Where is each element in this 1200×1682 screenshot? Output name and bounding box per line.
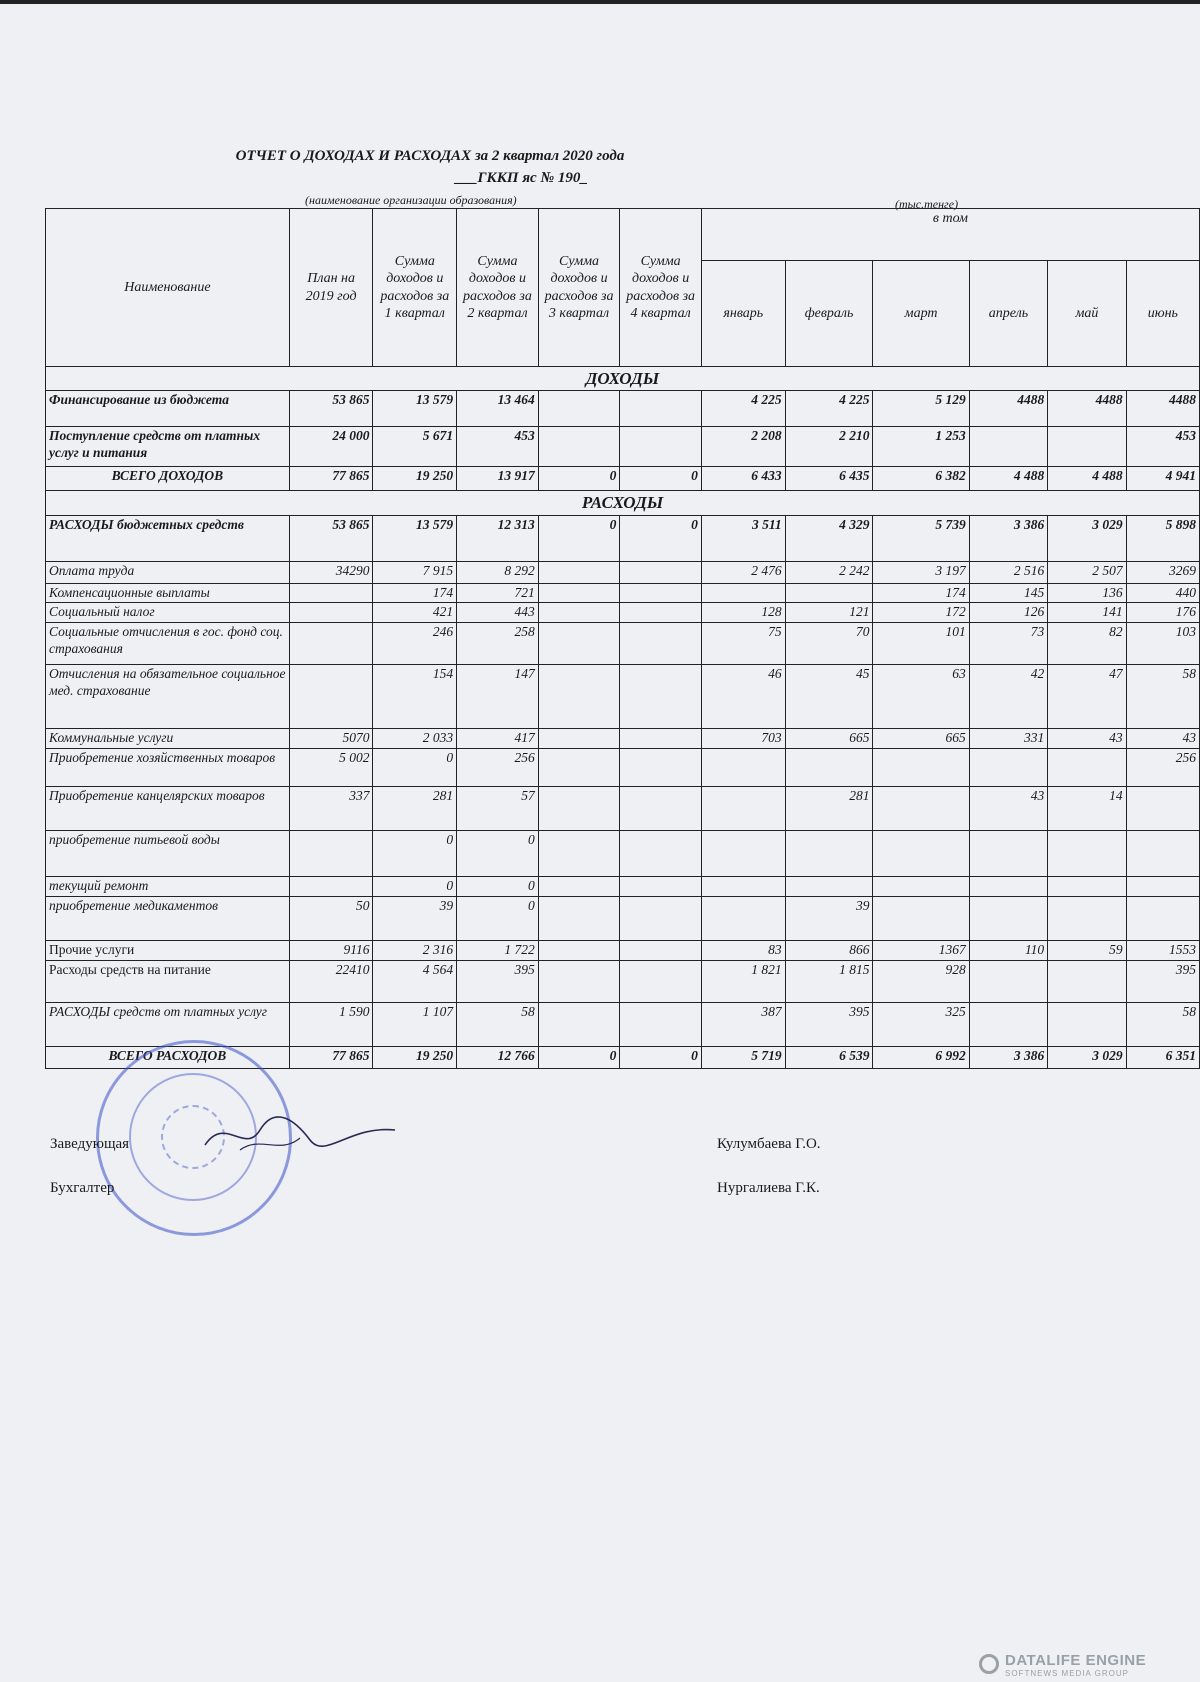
- cell-q2: 8 292: [457, 561, 539, 583]
- row-name: Поступление средств от платных услуг и питания: [46, 427, 290, 467]
- cell-q1: 0: [373, 831, 457, 877]
- cell-month: 3 029: [1048, 515, 1126, 561]
- cell-q4: [620, 729, 702, 749]
- cell-month: 45: [785, 665, 873, 729]
- cell-q3: [538, 583, 620, 603]
- cell-month: 141: [1048, 603, 1126, 623]
- cell-plan: 77 865: [289, 1047, 373, 1069]
- head-role: Заведующая: [50, 1136, 130, 1152]
- cell-month: 3 386: [969, 1047, 1047, 1069]
- cell-month: [873, 831, 969, 877]
- cell-q2: 721: [457, 583, 539, 603]
- cell-month: 395: [1126, 961, 1199, 1003]
- header-q2: Сумма доходов и расходов за 2 квартал: [457, 209, 539, 367]
- row-name: Приобретение канцелярских товаров: [46, 787, 290, 831]
- cell-month: 145: [969, 583, 1047, 603]
- cell-q3: [538, 729, 620, 749]
- cell-month: [785, 877, 873, 897]
- cell-month: 128: [701, 603, 785, 623]
- cell-q3: [538, 961, 620, 1003]
- cell-q2: 258: [457, 623, 539, 665]
- cell-q1: 2 316: [373, 941, 457, 961]
- cell-month: 6 539: [785, 1047, 873, 1069]
- row-name: ВСЕГО РАСХОДОВ: [46, 1047, 290, 1069]
- cell-q4: 0: [620, 467, 702, 491]
- organization-caption: (наименование организации образования): [305, 193, 517, 207]
- table-row: [46, 391, 1200, 427]
- header-q1: Сумма доходов и расходов за 1 квартал: [373, 209, 457, 367]
- cell-q4: [620, 941, 702, 961]
- cell-month: 3 029: [1048, 1047, 1126, 1069]
- cell-q4: [620, 427, 702, 467]
- row-name: текущий ремонт: [46, 877, 290, 897]
- cell-q3: [538, 897, 620, 941]
- cell-month: 43: [969, 787, 1047, 831]
- table-row: [46, 623, 1200, 665]
- row-name: Социальные отчисления в гос. фонд соц. страхования: [46, 623, 290, 665]
- signature: [200, 1110, 400, 1160]
- cell-month: 3 511: [701, 515, 785, 561]
- cell-month: 3269: [1126, 561, 1199, 583]
- cell-q2: 453: [457, 427, 539, 467]
- cell-month: 5 719: [701, 1047, 785, 1069]
- cell-q4: [620, 603, 702, 623]
- cell-q3: [538, 665, 620, 729]
- cell-month: 5 898: [1126, 515, 1199, 561]
- head-name: Кулумбаева Г.О.: [717, 1136, 821, 1152]
- cell-month: 6 351: [1126, 1047, 1199, 1069]
- cell-month: 2 210: [785, 427, 873, 467]
- cell-month: 5 129: [873, 391, 969, 427]
- section-title: ДОХОДЫ: [46, 367, 1200, 391]
- header-name: Наименование: [46, 209, 290, 367]
- cell-month: 70: [785, 623, 873, 665]
- cell-q1: 2 033: [373, 729, 457, 749]
- cell-month: [1126, 877, 1199, 897]
- cell-month: 4488: [1126, 391, 1199, 427]
- cell-month: [969, 961, 1047, 1003]
- cell-q2: 1 722: [457, 941, 539, 961]
- cell-q1: 281: [373, 787, 457, 831]
- title-block: [0, 148, 860, 165]
- cell-q4: [620, 961, 702, 1003]
- cell-month: 6 992: [873, 1047, 969, 1069]
- cell-month: 73: [969, 623, 1047, 665]
- cell-month: 172: [873, 603, 969, 623]
- row-name: приобретение медикаментов: [46, 897, 290, 941]
- cell-month: 58: [1126, 665, 1199, 729]
- cell-q2: 0: [457, 897, 539, 941]
- table-row: [46, 749, 1200, 787]
- cell-plan: [289, 603, 373, 623]
- cell-q3: [538, 787, 620, 831]
- cell-plan: 337: [289, 787, 373, 831]
- accountant-role: Бухгалтер: [50, 1180, 115, 1196]
- cell-month: 4488: [969, 391, 1047, 427]
- cell-q3: [538, 941, 620, 961]
- row-name: Компенсационные выплаты: [46, 583, 290, 603]
- cell-q3: [538, 391, 620, 427]
- header-plan: План на 2019 год: [289, 209, 373, 367]
- table-row: [46, 583, 1200, 603]
- cell-q4: [620, 831, 702, 877]
- cell-month: 75: [701, 623, 785, 665]
- table-row: [46, 877, 1200, 897]
- cell-q2: 13 464: [457, 391, 539, 427]
- cell-plan: 53 865: [289, 515, 373, 561]
- cell-month: 103: [1126, 623, 1199, 665]
- cell-month: 59: [1048, 941, 1126, 961]
- header-month: январь: [701, 261, 785, 367]
- cell-q4: [620, 623, 702, 665]
- table-row: [46, 665, 1200, 729]
- cell-month: [1048, 831, 1126, 877]
- cell-month: [701, 749, 785, 787]
- cell-month: 63: [873, 665, 969, 729]
- cell-month: 1 815: [785, 961, 873, 1003]
- cell-plan: [289, 831, 373, 877]
- header-month: февраль: [785, 261, 873, 367]
- cell-month: 1 821: [701, 961, 785, 1003]
- cell-q4: [620, 561, 702, 583]
- watermark: [1005, 1652, 1146, 1678]
- cell-month: [1126, 897, 1199, 941]
- cell-month: 281: [785, 787, 873, 831]
- cell-month: 42: [969, 665, 1047, 729]
- cell-month: [873, 787, 969, 831]
- cell-month: 43: [1048, 729, 1126, 749]
- cell-plan: [289, 623, 373, 665]
- table-row: [46, 787, 1200, 831]
- cell-month: [873, 897, 969, 941]
- cell-month: 58: [1126, 1003, 1199, 1047]
- cell-month: 101: [873, 623, 969, 665]
- cell-month: [701, 787, 785, 831]
- cell-plan: [289, 583, 373, 603]
- cell-plan: 50: [289, 897, 373, 941]
- row-name: Финансирование из бюджета: [46, 391, 290, 427]
- cell-q2: 395: [457, 961, 539, 1003]
- cell-month: 4 941: [1126, 467, 1199, 491]
- row-name: Коммунальные услуги: [46, 729, 290, 749]
- cell-plan: 53 865: [289, 391, 373, 427]
- cell-q2: 417: [457, 729, 539, 749]
- cell-plan: 5 002: [289, 749, 373, 787]
- cell-plan: 22410: [289, 961, 373, 1003]
- table-row: [46, 831, 1200, 877]
- cell-month: [1126, 831, 1199, 877]
- cell-month: [969, 749, 1047, 787]
- cell-month: [969, 427, 1047, 467]
- row-name: Оплата труда: [46, 561, 290, 583]
- cell-month: [969, 1003, 1047, 1047]
- cell-q4: 0: [620, 1047, 702, 1069]
- cell-month: 83: [701, 941, 785, 961]
- row-name: Приобретение хозяйственных товаров: [46, 749, 290, 787]
- cell-month: 126: [969, 603, 1047, 623]
- cell-q1: 4 564: [373, 961, 457, 1003]
- cell-month: [873, 877, 969, 897]
- cell-month: 4 329: [785, 515, 873, 561]
- cell-month: 866: [785, 941, 873, 961]
- organization-name: ___ГККП яс № 190_: [455, 170, 588, 186]
- cell-plan: 1 590: [289, 1003, 373, 1047]
- cell-month: 440: [1126, 583, 1199, 603]
- cell-month: [785, 583, 873, 603]
- cell-plan: 24 000: [289, 427, 373, 467]
- table-row: [46, 1003, 1200, 1047]
- cell-q3: [538, 427, 620, 467]
- cell-month: [1048, 749, 1126, 787]
- cell-month: 2 507: [1048, 561, 1126, 583]
- cell-q3: [538, 1003, 620, 1047]
- cell-q1: 1 107: [373, 1003, 457, 1047]
- cell-q1: 13 579: [373, 391, 457, 427]
- header-month: апрель: [969, 261, 1047, 367]
- table-row: [46, 561, 1200, 583]
- report-table: [45, 208, 1200, 1069]
- cell-q1: 421: [373, 603, 457, 623]
- row-name: РАСХОДЫ бюджетных средств: [46, 515, 290, 561]
- cell-month: 121: [785, 603, 873, 623]
- cell-q2: 443: [457, 603, 539, 623]
- cell-plan: 77 865: [289, 467, 373, 491]
- cell-q2: 13 917: [457, 467, 539, 491]
- row-name: РАСХОДЫ средств от платных услуг: [46, 1003, 290, 1047]
- cell-month: 136: [1048, 583, 1126, 603]
- header-month: май: [1048, 261, 1126, 367]
- cell-month: [701, 831, 785, 877]
- cell-month: 5 739: [873, 515, 969, 561]
- cell-month: 2 516: [969, 561, 1047, 583]
- cell-month: 176: [1126, 603, 1199, 623]
- cell-month: [1048, 961, 1126, 1003]
- row-name: приобретение питьевой воды: [46, 831, 290, 877]
- cell-month: 3 197: [873, 561, 969, 583]
- table-row: [46, 897, 1200, 941]
- cell-q2: 147: [457, 665, 539, 729]
- cell-plan: 9116: [289, 941, 373, 961]
- cell-q4: [620, 897, 702, 941]
- cell-month: 39: [785, 897, 873, 941]
- cell-month: 256: [1126, 749, 1199, 787]
- cell-plan: [289, 877, 373, 897]
- section-row: [46, 491, 1200, 515]
- cell-q3: [538, 623, 620, 665]
- cell-month: 3 386: [969, 515, 1047, 561]
- cell-q4: [620, 749, 702, 787]
- cell-month: [1048, 897, 1126, 941]
- cell-month: [1048, 1003, 1126, 1047]
- cell-month: [785, 831, 873, 877]
- cell-month: [969, 877, 1047, 897]
- cell-month: 665: [785, 729, 873, 749]
- table-row: [46, 467, 1200, 491]
- cell-month: 6 435: [785, 467, 873, 491]
- cell-q3: [538, 877, 620, 897]
- table-row: [46, 961, 1200, 1003]
- cell-q1: 5 671: [373, 427, 457, 467]
- section-title: РАСХОДЫ: [46, 491, 1200, 515]
- row-name: Социальный налог: [46, 603, 290, 623]
- cell-month: 395: [785, 1003, 873, 1047]
- cell-month: 1 253: [873, 427, 969, 467]
- cell-q4: [620, 1003, 702, 1047]
- cell-q2: 58: [457, 1003, 539, 1047]
- cell-month: [701, 897, 785, 941]
- cell-plan: 34290: [289, 561, 373, 583]
- report-title: ОТЧЕТ О ДОХОДАХ И РАСХОДАХ за 2 квартал 2020 года: [235, 148, 625, 164]
- cell-month: 14: [1048, 787, 1126, 831]
- cell-month: [969, 831, 1047, 877]
- cell-q1: 0: [373, 749, 457, 787]
- cell-q2: 256: [457, 749, 539, 787]
- cell-q4: 0: [620, 515, 702, 561]
- cell-q3: 0: [538, 467, 620, 491]
- row-name: Расходы средств на питание: [46, 961, 290, 1003]
- cell-q3: [538, 561, 620, 583]
- cell-month: 1367: [873, 941, 969, 961]
- cell-q4: [620, 391, 702, 427]
- cell-month: 4 488: [969, 467, 1047, 491]
- cell-plan: [289, 665, 373, 729]
- cell-month: 110: [969, 941, 1047, 961]
- cell-month: 6 382: [873, 467, 969, 491]
- cell-month: 6 433: [701, 467, 785, 491]
- cell-q4: [620, 665, 702, 729]
- cell-month: 174: [873, 583, 969, 603]
- header-in-that: в том: [701, 209, 1199, 261]
- cell-q2: 12 313: [457, 515, 539, 561]
- table-row: [46, 603, 1200, 623]
- cell-month: [1126, 787, 1199, 831]
- cell-month: 4 225: [785, 391, 873, 427]
- cell-q2: 12 766: [457, 1047, 539, 1069]
- cell-plan: 5070: [289, 729, 373, 749]
- cell-q2: 0: [457, 831, 539, 877]
- table-row: [46, 941, 1200, 961]
- table-row: [46, 515, 1200, 561]
- cell-month: [701, 877, 785, 897]
- cell-month: 325: [873, 1003, 969, 1047]
- cell-month: [1048, 427, 1126, 467]
- units-label: (тыс.тенге): [895, 197, 959, 211]
- cell-month: [701, 583, 785, 603]
- cell-q1: 39: [373, 897, 457, 941]
- watermark-logo-icon: [979, 1654, 999, 1674]
- row-name: ВСЕГО ДОХОДОВ: [46, 467, 290, 491]
- header-q4: Сумма доходов и расходов за 4 квартал: [620, 209, 702, 367]
- cell-q4: [620, 877, 702, 897]
- cell-month: [785, 749, 873, 787]
- cell-q1: 7 915: [373, 561, 457, 583]
- cell-month: 46: [701, 665, 785, 729]
- cell-month: 665: [873, 729, 969, 749]
- table-row: [46, 729, 1200, 749]
- cell-q3: [538, 831, 620, 877]
- cell-q1: 154: [373, 665, 457, 729]
- table-row: [46, 427, 1200, 467]
- cell-month: [969, 897, 1047, 941]
- watermark-subtitle: SOFTNEWS MEDIA GROUP: [1005, 1669, 1130, 1678]
- scan-edge: [0, 0, 1200, 4]
- cell-q1: 19 250: [373, 467, 457, 491]
- header-q3: Сумма доходов и расходов за 3 квартал: [538, 209, 620, 367]
- cell-month: 453: [1126, 427, 1199, 467]
- cell-month: 2 208: [701, 427, 785, 467]
- cell-month: 703: [701, 729, 785, 749]
- cell-q1: 246: [373, 623, 457, 665]
- cell-q2: 0: [457, 877, 539, 897]
- cell-month: [873, 749, 969, 787]
- cell-q4: [620, 583, 702, 603]
- row-name: Прочие услуги: [46, 941, 290, 961]
- cell-month: 2 242: [785, 561, 873, 583]
- cell-month: 4488: [1048, 391, 1126, 427]
- cell-month: 4 225: [701, 391, 785, 427]
- header-month: март: [873, 261, 969, 367]
- cell-month: 1553: [1126, 941, 1199, 961]
- cell-q3: [538, 603, 620, 623]
- cell-month: 928: [873, 961, 969, 1003]
- cell-q1: 19 250: [373, 1047, 457, 1069]
- cell-month: 43: [1126, 729, 1199, 749]
- cell-q3: 0: [538, 515, 620, 561]
- cell-q2: 57: [457, 787, 539, 831]
- row-name: Отчисления на обязательное социальное мед. страхование: [46, 665, 290, 729]
- header-month: июнь: [1126, 261, 1199, 367]
- cell-q1: 13 579: [373, 515, 457, 561]
- cell-q1: 174: [373, 583, 457, 603]
- cell-q1: 0: [373, 877, 457, 897]
- cell-month: [1048, 877, 1126, 897]
- section-row: [46, 367, 1200, 391]
- cell-month: 4 488: [1048, 467, 1126, 491]
- cell-month: 2 476: [701, 561, 785, 583]
- accountant-name: Нургалиева Г.К.: [717, 1180, 820, 1196]
- cell-q3: [538, 749, 620, 787]
- cell-month: 331: [969, 729, 1047, 749]
- cell-q3: 0: [538, 1047, 620, 1069]
- cell-month: 47: [1048, 665, 1126, 729]
- cell-q4: [620, 787, 702, 831]
- cell-month: 387: [701, 1003, 785, 1047]
- watermark-title: DATALIFE ENGINE: [1005, 1652, 1147, 1669]
- cell-month: 82: [1048, 623, 1126, 665]
